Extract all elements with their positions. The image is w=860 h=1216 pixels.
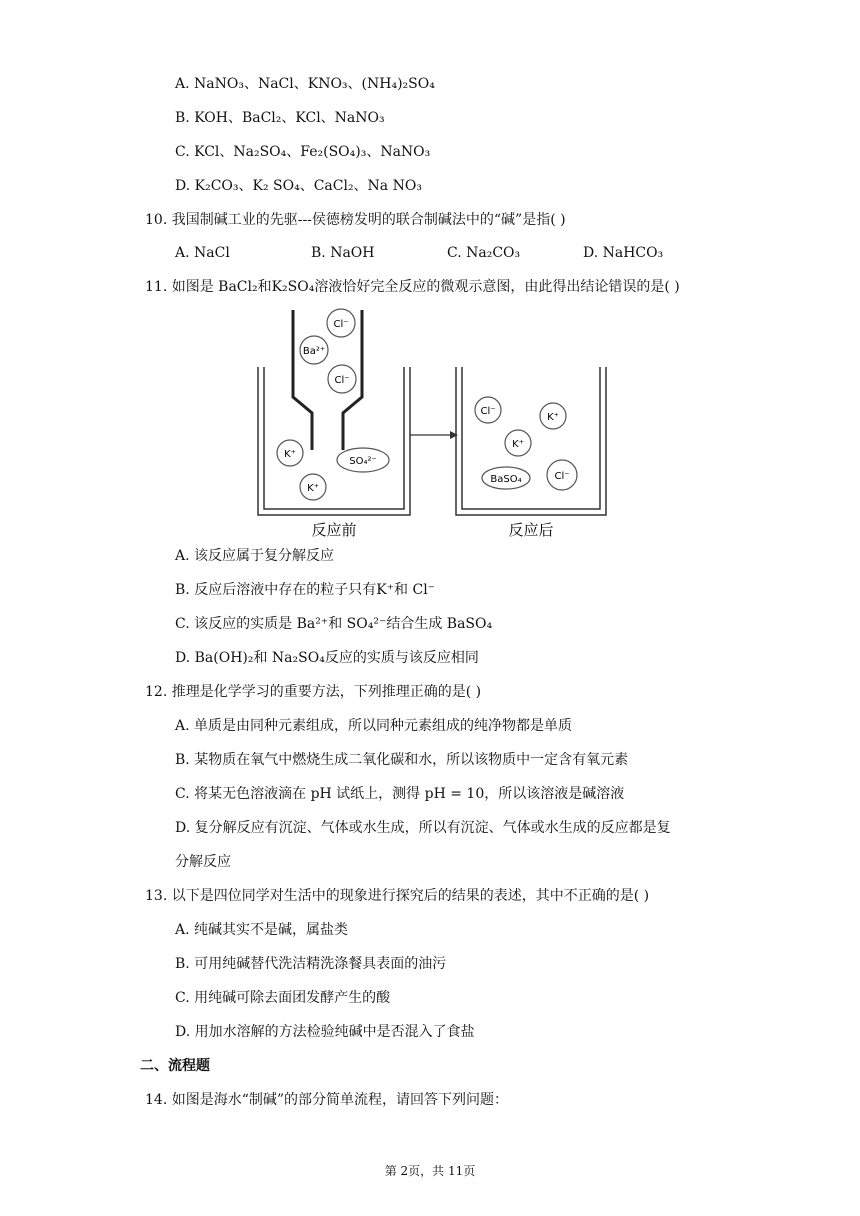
q13-option-b: B. 可用纯碱替代洗洁精洗涤餐具表面的油污	[175, 956, 447, 972]
beaker2-ion-k-1	[540, 403, 566, 429]
q13-option-d: D. 用加水溶解的方法检验纯碱中是否混入了食盐	[175, 1024, 475, 1040]
q9-option-d: D. K₂CO₃、K₂ SO₄、CaCl₂、Na NO₃	[175, 178, 422, 194]
label-after: 反应后	[508, 521, 554, 539]
svg-text:K⁺: K⁺	[307, 483, 319, 494]
q13-option-c: C. 用纯碱可除去面团发酵产生的酸	[175, 990, 391, 1006]
reaction-arrow	[410, 431, 458, 439]
beaker1-ion-k-2	[300, 474, 326, 500]
svg-text:K⁺: K⁺	[512, 439, 524, 450]
beaker2-baso4	[482, 467, 530, 489]
q10-option-c: C. Na₂CO₃	[447, 245, 521, 261]
q11-option-c: C. 该反应的实质是 Ba²⁺和 SO₄²⁻结合生成 BaSO₄	[175, 616, 493, 632]
svg-text:BaSO₄: BaSO₄	[490, 474, 522, 485]
q10-option-b: B. NaOH	[311, 245, 375, 261]
beaker2-ion-k-2	[505, 430, 531, 456]
q11-option-b: B. 反应后溶液中存在的粒子只有K⁺和 Cl⁻	[175, 582, 436, 598]
beaker-before	[258, 367, 410, 515]
q12-stem: 12. 推理是化学学习的重要方法，下列推理正确的是( )	[145, 684, 482, 700]
q12-option-d-line1: D. 复分解反应有沉淀、气体或水生成，所以有沉淀、气体或水生成的反应都是复	[175, 820, 671, 836]
section-heading: 二、流程题	[140, 1058, 210, 1074]
beaker1-ion-k-1	[277, 440, 303, 466]
dropper-ion-cl-1	[327, 309, 355, 337]
q9-option-b: B. KOH、BaCl₂、KCl、NaNO₃	[175, 110, 385, 126]
reaction-diagram	[250, 305, 620, 545]
svg-text:Cl⁻: Cl⁻	[334, 375, 350, 386]
q12-option-b: B. 某物质在氧气中燃烧生成二氧化碳和水，所以该物质中一定含有氧元素	[175, 752, 629, 768]
label-before: 反应前	[311, 521, 357, 539]
svg-text:Cl⁻: Cl⁻	[554, 471, 570, 482]
q10-option-d: D. NaHCO₃	[583, 245, 664, 261]
q12-option-a: A. 单质是由同种元素组成，所以同种元素组成的纯净物都是单质	[175, 718, 573, 734]
svg-text:K⁺: K⁺	[284, 449, 296, 460]
q11-stem: 11. 如图是 BaCl₂和K₂SO₄溶液恰好完全反应的微观示意图，由此得出结论错误的是( )	[145, 279, 680, 295]
q13-stem: 13. 以下是四位同学对生活中的现象进行探究后的结果的表述，其中不正确的是( )	[145, 888, 650, 904]
beaker2-ion-cl-2	[547, 460, 577, 490]
q14-stem: 14. 如图是海水“制碱”的部分简单流程，请回答下列问题：	[145, 1092, 509, 1108]
beaker2-ion-cl-1	[475, 397, 501, 423]
q11-option-d: D. Ba(OH)₂和 Na₂SO₄反应的实质与该反应相同	[175, 650, 479, 666]
q13-option-a: A. 纯碱其实不是碱，属盐类	[175, 922, 349, 938]
q12-option-d-line2: 分解反应	[175, 854, 231, 870]
svg-text:Cl⁻: Cl⁻	[480, 406, 496, 417]
svg-text:K⁺: K⁺	[547, 412, 559, 423]
dropper-ion-ba	[300, 336, 328, 364]
q12-option-c: C. 将某无色溶液滴在 pH 试纸上，测得 pH = 10，所以该溶液是碱溶液	[175, 786, 625, 802]
q9-option-a: A. NaNO₃、NaCl、KNO₃、(NH₄)₂SO₄	[175, 76, 435, 92]
svg-text:Ba²⁺: Ba²⁺	[302, 346, 326, 357]
page-footer: 第 2页，共 11页	[384, 1164, 476, 1178]
q11-option-a: A. 该反应属于复分解反应	[175, 548, 335, 564]
svg-text:SO₄²⁻: SO₄²⁻	[349, 456, 377, 467]
q10-option-a: A. NaCl	[175, 245, 230, 261]
q10-stem: 10. 我国制碱工业的先驱---侯德榜发明的联合制碱法中的“碱”是指( )	[145, 212, 566, 228]
dropper-ion-cl-2	[328, 365, 356, 393]
beaker1-ion-so4	[337, 448, 389, 472]
q9-option-c: C. KCl、Na₂SO₄、Fe₂(SO₄)₃、NaNO₃	[175, 144, 431, 160]
svg-text:Cl⁻: Cl⁻	[333, 319, 349, 330]
